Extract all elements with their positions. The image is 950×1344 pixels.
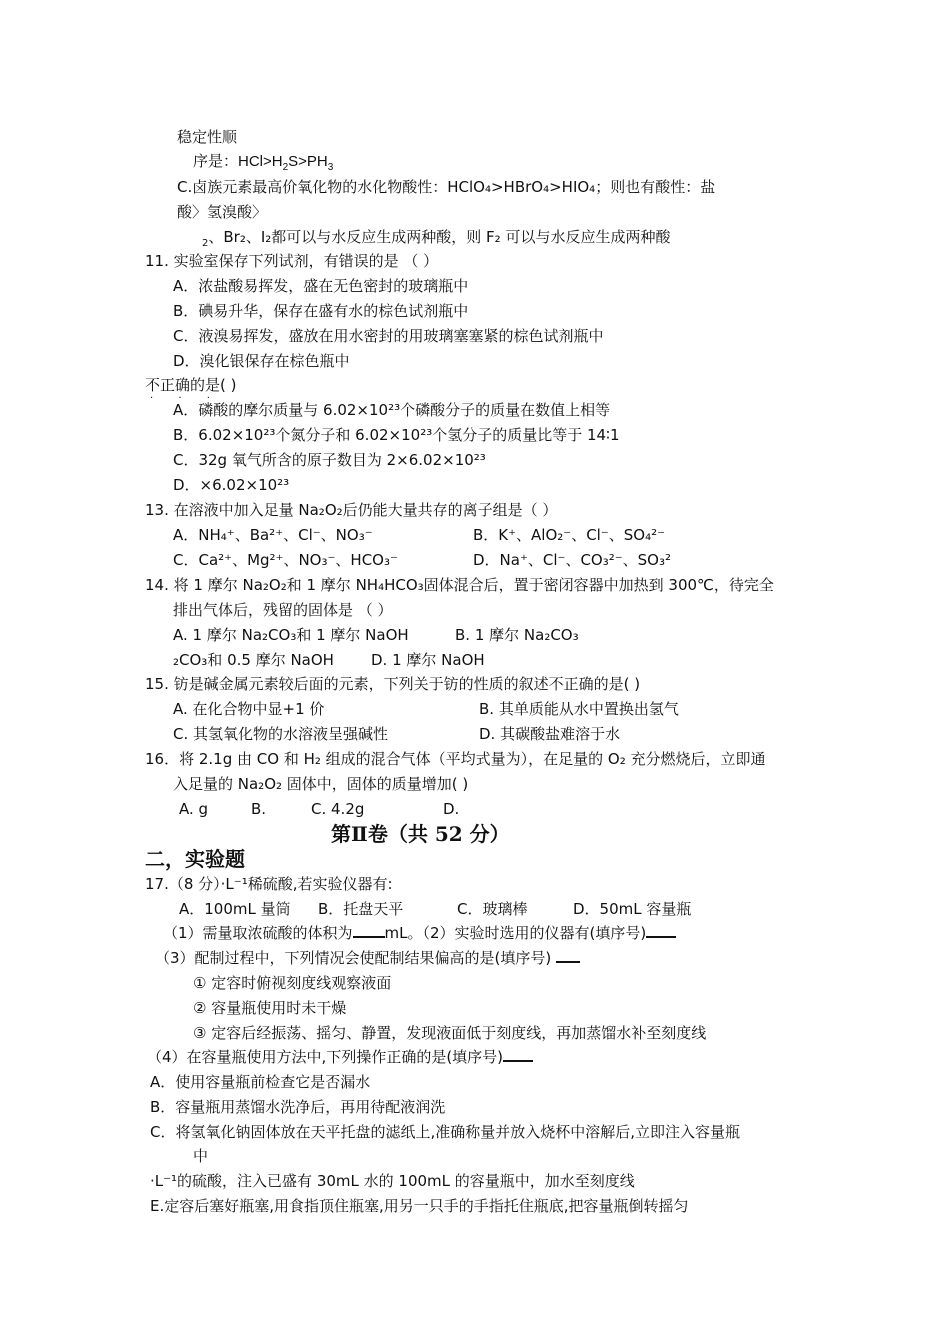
question-17-option-b: B．托盘天平	[318, 900, 404, 918]
answer-blank	[556, 947, 580, 963]
question-16-option-c: C. 4.2g	[311, 800, 365, 818]
question-17-part-3-item-2: ② 容量瓶使用时未干燥	[193, 999, 347, 1017]
section-heading: 二，实验题	[145, 847, 245, 871]
emphasis-dots: · · ·	[150, 393, 221, 404]
question-16-cont: 入足量的 Na₂O₂ 固体中，固体的质量增加( )	[173, 775, 469, 793]
question-17-option-a: A．100mL 量筒	[179, 900, 291, 918]
question-17-part-4-option-e: E.定容后塞好瓶塞,用食指顶住瓶塞,用另一只手的手指托住瓶底,把容量瓶倒转摇匀	[150, 1197, 689, 1215]
question-17-part-4-option-a: A．使用容量瓶前检查它是否漏水	[150, 1073, 371, 1091]
text-fragment: 、Br₂、I₂都可以与水反应生成两种酸，则 F₂ 可以与水反应生成两种酸	[208, 228, 671, 246]
question-14-option-a: A. 1 摩尔 Na₂CO₃和 1 摩尔 NaOH	[173, 626, 409, 644]
question-17-part-4-option-d: ·L⁻¹的硫酸，注入已盛有 30mL 水的 100mL 的容量瓶中，加水至刻度线	[150, 1172, 635, 1190]
question-14: 14. 将 1 摩尔 Na₂O₂和 1 摩尔 NH₄HCO₃固体混合后，置于密闭容器中加热到 300℃，待完全	[145, 576, 774, 594]
question-11-option-d: D．溴化银保存在棕色瓶中	[173, 352, 350, 370]
question-14-option-c: ₂CO₃和 0.5 摩尔 NaOH	[173, 651, 334, 669]
line-stability-order: 稳定性顺	[177, 128, 238, 146]
question-17-option-c: C．玻璃棒	[457, 900, 528, 918]
question-12-option-a: A．磷酸的摩尔质量与 6.02×10²³个磷酸分子的质量在数值上相等	[173, 401, 611, 419]
question-15-option-c: C. 其氢氧化物的水溶液呈强碱性	[173, 725, 389, 743]
question-17-part-4-option-c-cont: 中	[193, 1147, 209, 1165]
question-16-option-a: A. g	[179, 800, 209, 818]
question-15-option-a: A. 在化合物中显+1 价	[173, 700, 325, 718]
question-13-option-c: C．Ca²⁺、Mg²⁺、NO₃⁻、HCO₃⁻	[173, 551, 398, 569]
question-12-option-b: B．6.02×10²³个氮分子和 6.02×10²³个氢分子的质量比等于 14∶1	[173, 426, 620, 444]
question-11-option-a: A．浓盐酸易挥发，盛在无色密封的玻璃瓶中	[173, 277, 469, 295]
text-fragment: S>PH	[288, 153, 328, 170]
answer-blank	[646, 922, 676, 938]
question-17-part-4-option-b: B．容量瓶用蒸馏水洗净后，再用待配液润洗	[150, 1098, 446, 1116]
line-stability-order-cont: 序是：$HCl>H_2S>PH_3$	[193, 153, 334, 173]
question-17-part-1-2	[163, 922, 676, 944]
question-17-part-3-item-3: ③ 定容后经振荡、摇匀、静置，发现液面低于刻度线，再加蒸馏水补至刻度线	[193, 1024, 707, 1042]
question-17-part-4	[147, 1046, 533, 1068]
text-fragment: （1）需量取浓硫酸的体积为	[163, 924, 353, 942]
question-15-option-d: D. 其碳酸盐难溶于水	[479, 725, 621, 743]
question-12-option-d: D．×6.02×10²³	[173, 476, 290, 494]
question-16-option-b: B.	[251, 800, 267, 818]
question-12: 不正确的是( )	[145, 376, 237, 394]
question-13: 13. 在溶液中加入足量 Na₂O₂后仍能大量共存的离子组是（ ）	[145, 501, 558, 519]
question-16-option-d: D.	[443, 800, 460, 818]
question-13-option-b: B．K⁺、AlO₂⁻、Cl⁻、SO₄²⁻	[473, 526, 666, 544]
question-11: 11. 实验室保存下列试剂，有错误的是 （ ）	[145, 252, 439, 270]
question-17-part-4-option-c: C．将氢氧化钠固体放在天平托盘的滤纸上,准确称量并放入烧杯中溶解后,立即注入容量瓶	[150, 1123, 741, 1141]
question-11-option-b: B．碘易升华，保存在盛有水的棕色试剂瓶中	[173, 302, 469, 320]
option-c-halogen: C.卤族元素最高价氧化物的水化物酸性：HClO₄>HBrO₄>HIO₄；则也有酸性：盐	[177, 178, 716, 196]
option-d-halogen: $_2$、Br₂、I₂都可以与水反应生成两种酸，则 F₂ 可以与水反应生成两种酸	[202, 228, 671, 249]
text-fragment: （3）配制过程中，下列情况会使配制结果偏高的是(填序号)	[155, 949, 552, 967]
question-13-option-d: D．Na⁺、Cl⁻、CO₃²⁻、SO₃²	[473, 551, 672, 569]
question-13-option-a: A．NH₄⁺、Ba²⁺、Cl⁻、NO₃⁻	[173, 526, 373, 544]
question-11-option-c: C．液溴易挥发，盛放在用水密封的用玻璃塞塞紧的棕色试剂瓶中	[173, 327, 604, 345]
question-14-option-b: B. 1 摩尔 Na₂CO₃	[455, 626, 579, 644]
answer-blank	[503, 1046, 533, 1062]
question-14-option-d: D. 1 摩尔 NaOH	[371, 651, 485, 669]
part-two-heading: 第Ⅱ卷（共 52 分）	[331, 822, 510, 846]
question-15-option-b: B. 其单质能从水中置换出氢气	[479, 700, 679, 718]
text-fragment: 序是：HCl>H	[193, 153, 283, 170]
question-17-option-d: D．50mL 容量瓶	[573, 900, 692, 918]
option-c-halogen-cont: 酸〉氢溴酸〉	[177, 203, 268, 221]
question-14-cont: 排出气体后，残留的固体是 （ ）	[173, 601, 393, 619]
text-fragment: （4）在容量瓶使用方法中,下列操作正确的是(填序号)	[147, 1048, 504, 1066]
question-17-part-3-item-1: ① 定容时俯视刻度线观察液面	[193, 974, 392, 992]
question-12-option-c: C．32g 氧气所含的原子数目为 2×6.02×10²³	[173, 451, 486, 469]
question-17-part-3	[155, 947, 580, 969]
question-15: 15. 钫是碱金属元素较后面的元素，下列关于钫的性质的叙述不正确的是( )	[145, 675, 641, 693]
answer-blank	[353, 922, 385, 938]
question-17: 17.（8 分）·L⁻¹稀硫酸,若实验仪器有:	[145, 875, 393, 893]
text-fragment: mL。（2）实验时选用的仪器有(填序号)	[384, 924, 647, 942]
question-16: 16．将 2.1g 由 CO 和 H₂ 组成的混合气体（平均式量为），在足量的 O₂ 充分燃烧后，立即通	[145, 750, 766, 768]
